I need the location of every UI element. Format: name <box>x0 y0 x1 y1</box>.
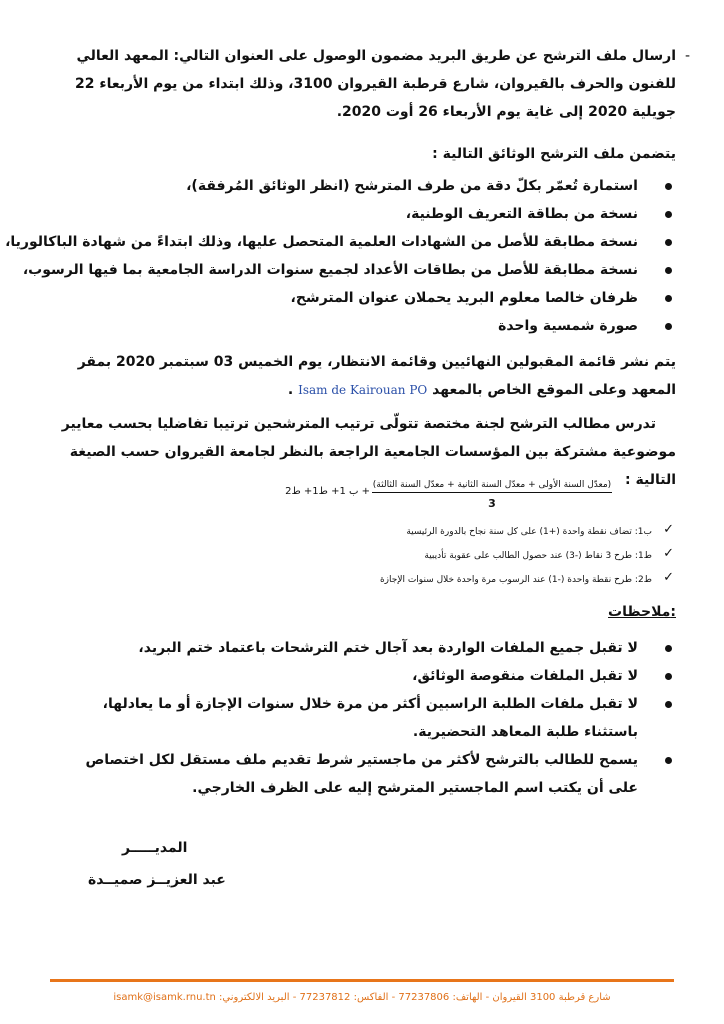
bullet-icon <box>665 673 672 680</box>
footer-contact: شارع قرطبة 3100 القيروان - الهاتف: 77237806 - الفاكس: 77237812 - البريد الالكتروني: isamk@isamk.rnu.tn <box>113 992 611 1003</box>
check-icon: ✓ <box>663 546 674 561</box>
bullet-icon <box>665 645 672 652</box>
publication-section <box>56 348 676 404</box>
institute-site-link[interactable]: Isam de Kairouan PO <box>298 383 428 397</box>
documents-heading: يتضمن ملف الترشح الوثائق التالية : <box>432 146 676 162</box>
formula-numerator: (معدّل السنة الأولى + معدّل السنة الثانية + معدّل السنة الثالثة) <box>372 480 612 493</box>
criterion-item <box>340 568 674 592</box>
list-item <box>22 256 676 284</box>
footer-divider <box>50 979 674 982</box>
check-icon: ✓ <box>663 522 674 537</box>
list-item-text: نسخة مطابقة للأصل من بطاقات الأعداد لجميع سنوات الدراسة الجامعية بما فيها الرسوب، <box>22 262 638 278</box>
documents-section <box>5 140 676 340</box>
list-item-text: لا تقبل جميع الملفات الواردة بعد آجال ختم الترشحات باعتماد ختم البريد، <box>138 640 638 656</box>
bullet-icon <box>665 267 672 274</box>
intro-paragraph <box>56 42 690 126</box>
documents-list <box>5 172 676 340</box>
publication-paragraph <box>56 348 676 404</box>
bullet-icon <box>665 211 672 218</box>
dash-marker: - <box>684 48 690 64</box>
list-item <box>56 284 676 312</box>
signature-title: المديـــــر <box>122 840 188 856</box>
check-icon: ✓ <box>663 570 674 585</box>
bullet-icon <box>665 183 672 190</box>
list-item <box>56 662 676 690</box>
list-item <box>5 228 676 256</box>
criterion-text: ط1: طرح 3 نقاط (-3) عند حصول الطالب على عقوبة تأديبية <box>424 551 652 561</box>
notes-heading: ملاحظات: <box>608 604 676 620</box>
list-item-text: نسخة مطابقة للأصل من الشهادات العلمية المتحصل عليها، وذلك ابتداءً من شهادة الباكالوريا، <box>5 234 638 250</box>
list-item <box>56 172 676 200</box>
bullet-icon <box>665 295 672 302</box>
bullet-icon <box>665 757 672 764</box>
list-item <box>56 312 676 340</box>
list-item-text: نسخة من بطاقة التعريف الوطنية، <box>405 206 638 222</box>
publication-text: يتم نشر قائمة المقبولين النهائيين وقائمة الانتظار، يوم الخميس 03 سبتمبر 2020 بمقر المعهد وعلى الموقع الخاص بالمعهد <box>77 354 676 398</box>
list-item-text: استمارة تُعمّر بكلّ دقة من طرف المترشح (انظر الوثائق المُرفقة)، <box>186 178 638 194</box>
bullet-icon <box>665 701 672 708</box>
bullet-icon <box>665 323 672 330</box>
bullet-icon <box>665 239 672 246</box>
formula-terms: + ب 1+ ط1+ ط2 <box>285 486 370 497</box>
publication-tail: . <box>287 382 294 398</box>
criterion-text: ب1: تضاف نقطة واحدة (+1) على كل سنة نجاح بالدورة الرئيسية <box>406 527 652 537</box>
signature-name: عبد العزيــز صميــدة <box>88 872 226 888</box>
criterion-item <box>340 520 674 544</box>
list-item <box>56 746 676 802</box>
criterion-item <box>340 544 674 568</box>
formula-denominator: 3 <box>488 497 496 510</box>
list-item <box>56 690 676 746</box>
list-item <box>56 200 676 228</box>
criterion-text: ط2: طرح نقطة واحدة (-1) عند الرسوب مرة واحدة خلال سنوات الإجازة <box>379 575 652 585</box>
list-item-text: ظرفان خالصا معلوم البريد يحملان عنوان المترشح، <box>290 290 638 306</box>
committee-paragraph: تدرس مطالب الترشح لجنة مختصة تتولّى ترتيب المترشحين ترتيبا تفاضليا بحسب معايير موضوعية مشتركة بين المؤسسات الجامعية الراجعة بالنظر لجامعة القيروان حسب الصيغة التالية : <box>61 416 676 488</box>
list-item <box>56 634 676 662</box>
intro-text: ارسال ملف الترشح عن طريق البريد مضمون الوصول على العنوان التالي: المعهد العالي للفنون والحرف بالقيروان، شارع قرطبة القيروان 3100، وذلك ابتداء من يوم الأربعاء 22 جويلية 2020 إلى غاية يوم الأربعاء 26 أوت 2020. <box>75 48 676 120</box>
notes-section <box>56 634 676 802</box>
criteria-list <box>340 520 674 592</box>
list-item-text: لا تقبل الملفات منقوصة الوثائق، <box>412 668 638 684</box>
notes-list <box>56 634 676 802</box>
list-item-text: صورة شمسية واحدة <box>498 318 638 334</box>
ranking-formula <box>284 480 614 516</box>
intro-section <box>56 42 690 126</box>
list-item-text: يسمح للطالب بالترشح لأكثر من ماجستير شرط تقديم ملف مستقل لكل اختصاص على أن يكتب اسم الماجستير المترشح إليه على الظرف الخارجي. <box>85 752 638 796</box>
list-item-text: لا تقبل ملفات الطلبة الراسبين أكثر من مرة خلال سنوات الإجازة أو ما يعادلها، باستثناء طلبة المعاهد التحضيرية. <box>102 696 638 740</box>
